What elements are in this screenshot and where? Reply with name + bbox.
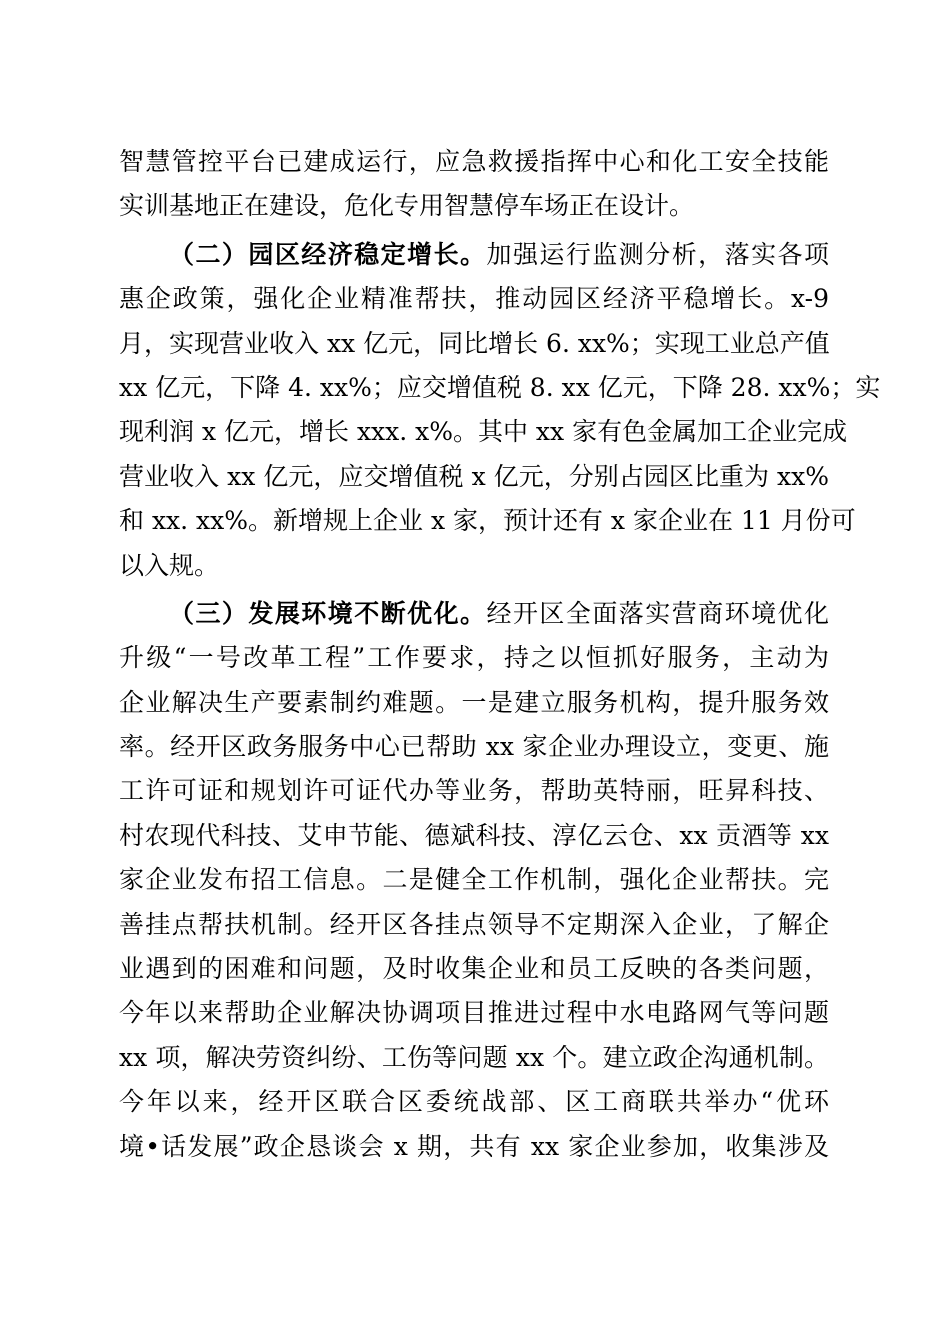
paragraph-2 (119, 233, 881, 588)
text-segment: 经开区全面落实营商环境优化 (486, 598, 829, 628)
paragraph-3 (119, 592, 829, 1169)
section-heading-2: （二）园区经济稳定增长。 (169, 239, 487, 269)
section-heading-3: （三）发展环境不断优化。 (169, 598, 487, 628)
text-line: 月，实现营业收入 xx 亿元，同比增长 6. xx%；实现工业总产值 (119, 328, 830, 358)
text-line: 今年以来帮助企业解决协调项目推进过程中水电路网气等问题 (119, 998, 829, 1028)
text-line: 率。经开区政务服务中心已帮助 xx 家企业办理设立，变更、施 (119, 732, 829, 762)
text-line: 以入规。 (119, 550, 220, 580)
text-line: xx 亿元，下降 4. xx%；应交增值税 8. xx 亿元，下降 28. xx%；实 (119, 372, 881, 402)
text-line: 企业解决生产要素制约难题。一是建立服务机构，提升服务效 (119, 687, 829, 717)
text-line (119, 233, 829, 277)
text-line: 营业收入 xx 亿元，应交增值税 x 亿元，分别占园区比重为 xx% (119, 461, 829, 491)
text-line: 今年以来，经开区联合区委统战部、区工商联共举办“优环 (119, 1087, 829, 1117)
text-line: 业遇到的困难和问题，及时收集企业和员工反映的各类问题， (119, 954, 829, 984)
text-line: xx 项，解决劳资纠纷、工伤等问题 xx 个。建立政企沟通机制。 (119, 1042, 829, 1072)
text-line: 升级“一号改革工程”工作要求，持之以恒抓好服务，主动为 (119, 643, 829, 673)
document-body (119, 140, 881, 1169)
text-segment: 加强运行监测分析，落实各项 (486, 239, 829, 269)
text-line: 家企业发布招工信息。二是健全工作机制，强化企业帮扶。完 (119, 865, 829, 895)
text-line: 惠企政策，强化企业精准帮扶，推动园区经济平稳增长。x-9 (119, 284, 829, 314)
text-line: 工许可证和规划许可证代办等业务，帮助英特丽，旺昇科技、 (119, 776, 829, 806)
text-line: 善挂点帮扶机制。经开区各挂点领导不定期深入企业，了解企 (119, 909, 829, 939)
text-line: 和 xx. xx%。新增规上企业 x 家，预计还有 x 家企业在 11 月份可 (119, 506, 856, 536)
paragraph-1 (119, 140, 829, 229)
text-line: 智慧管控平台已建成运行，应急救援指挥中心和化工安全技能 (119, 147, 829, 176)
text-line: 实训基地正在建设，危化专用智慧停车场正在设计。 (119, 191, 695, 221)
text-line: 村农现代科技、艾申节能、德斌科技、淳亿云仓、xx 贡酒等 xx (119, 820, 829, 850)
text-line: 境•话发展”政企恳谈会 x 期，共有 xx 家企业参加，收集涉及 (119, 1131, 829, 1161)
text-line: 现利润 x 亿元，增长 xxx. x%。其中 xx 家有色金属加工企业完成 (119, 417, 848, 447)
text-line (119, 592, 829, 636)
